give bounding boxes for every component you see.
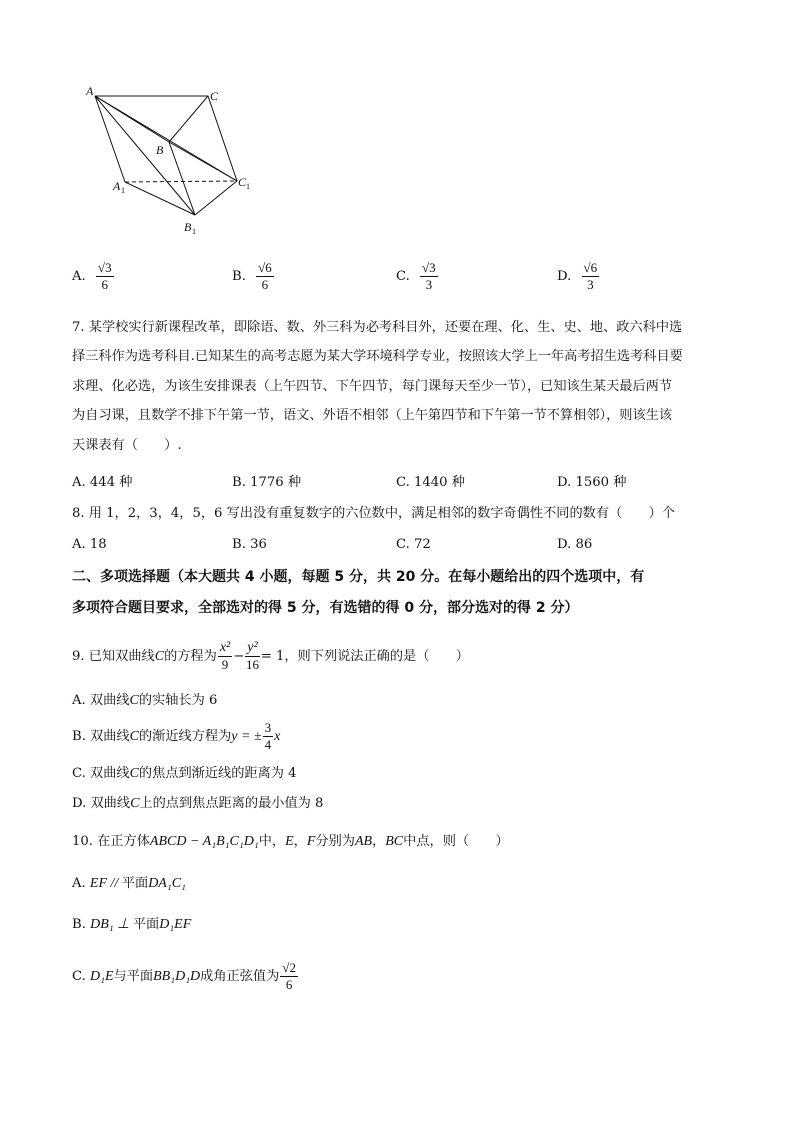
section-2-heading-line-1: 二、多项选择题（本大题共 4 小题，每题 5 分，共 20 分。在每小题给出的四个选项中，有 (72, 569, 645, 585)
q8-stem: 8. 用 1，2，3，4，5，6 写出没有重复数字的六位数中，满足相邻的数字奇偶性不同的数有（ ）个 (72, 506, 675, 521)
label-C: C (210, 89, 219, 103)
q8-option-d[interactable]: D. 86 (557, 537, 593, 552)
q7-option-a[interactable]: A. 444 种 (72, 475, 133, 490)
svg-text:1: 1 (192, 227, 196, 236)
edge-AB1 (95, 96, 195, 215)
q7-line-1: 7. 某学校实行新课程改革，即除语、数、外三科为必考科目外，还要在理、化、生、史、地、政六科中选 (72, 320, 683, 335)
q8-option-b[interactable]: B. 36 (232, 537, 267, 552)
q7-line-2: 择三科作为选考科目.已知某生的高考志愿为某大学环境科学专业，按照该大学上一年高考招生选考科目要 (72, 349, 683, 364)
section-2-heading-line-2: 多项符合题目要求，全部选对的得 5 分，有选错的得 0 分，部分选对的得 2 分） (72, 600, 579, 616)
q6-option-a[interactable]: A. $\frac{√3}{6}$ (72, 260, 112, 292)
q7-option-d[interactable]: D. 1560 种 (557, 475, 627, 490)
q9-option-b[interactable]: B. 双曲线C的渐近线方程为y = ± $\frac{3}{4}$ x (72, 720, 281, 752)
q8-option-c[interactable]: C. 72 (396, 537, 431, 552)
q6-option-b[interactable]: B. $\frac{√6}{6}$ (232, 260, 272, 292)
label-A1: A (113, 179, 121, 193)
q9-stem: 9. 已知双曲线C的方程为 $\frac{\text{x²}}{9}$ − $\frac{\text{y²}}{16}$ = 1，则下列说法正确的是（ ） (72, 640, 469, 672)
q10-option-b[interactable]: B. DB₁ ⊥ 平面D₁EF (72, 917, 192, 932)
q9-option-c[interactable]: C. 双曲线C的焦点到渐近线的距离为 4 (72, 766, 297, 781)
q7-line-4: 为自习课，且数学不排下午第一节，语文、外语不相邻（上午第四节和下午第一节不算相邻），则该生该 (72, 408, 673, 423)
svg-text:1: 1 (121, 186, 125, 195)
edge-CC1 (208, 96, 237, 181)
edge-BC (169, 96, 208, 142)
q6-option-d[interactable]: D. $\frac{√6}{3}$ (557, 260, 598, 292)
edge-BC1 (169, 142, 237, 181)
q6-option-c[interactable]: C. $\frac{√3}{3}$ (396, 260, 436, 292)
q7-line-3: 求理、化必选，为该生安排课表（上午四节、下午四节，每门课每天至少一节），已知该生某天最后两节 (72, 379, 673, 394)
label-C1: C (238, 175, 247, 189)
q10-option-a[interactable]: A. EF // 平面DA₁C₁ (72, 876, 186, 891)
prism-figure (80, 82, 270, 242)
q7-option-b[interactable]: B. 1776 种 (232, 475, 302, 490)
q7-line-5: 天课表有（ ）. (72, 438, 182, 453)
q8-option-a[interactable]: A. 18 (72, 537, 107, 552)
q7-option-c[interactable]: C. 1440 种 (396, 475, 465, 490)
edge-AA1 (95, 96, 125, 182)
q9-option-d[interactable]: D. 双曲线C上的点到焦点距离的最小值为 8 (72, 796, 324, 811)
svg-text:1: 1 (246, 182, 250, 191)
label-B: B (156, 143, 164, 157)
q10-stem: 10. 在正方体ABCD − A₁B₁C₁D₁中，E，F分别为AB，BC中点，则（ ） (72, 834, 509, 849)
edge-B1C1 (195, 181, 237, 215)
label-A: A (86, 84, 94, 98)
q10-option-c[interactable]: C. D₁E与平面BB₁D₁D成角正弦值为 $\frac{√2}{6}$ (72, 960, 296, 992)
edge-A1C1-hidden (125, 181, 237, 182)
q9-option-a[interactable]: A. 双曲线C的实轴长为 6 (72, 693, 218, 708)
label-B1: B (184, 220, 192, 234)
